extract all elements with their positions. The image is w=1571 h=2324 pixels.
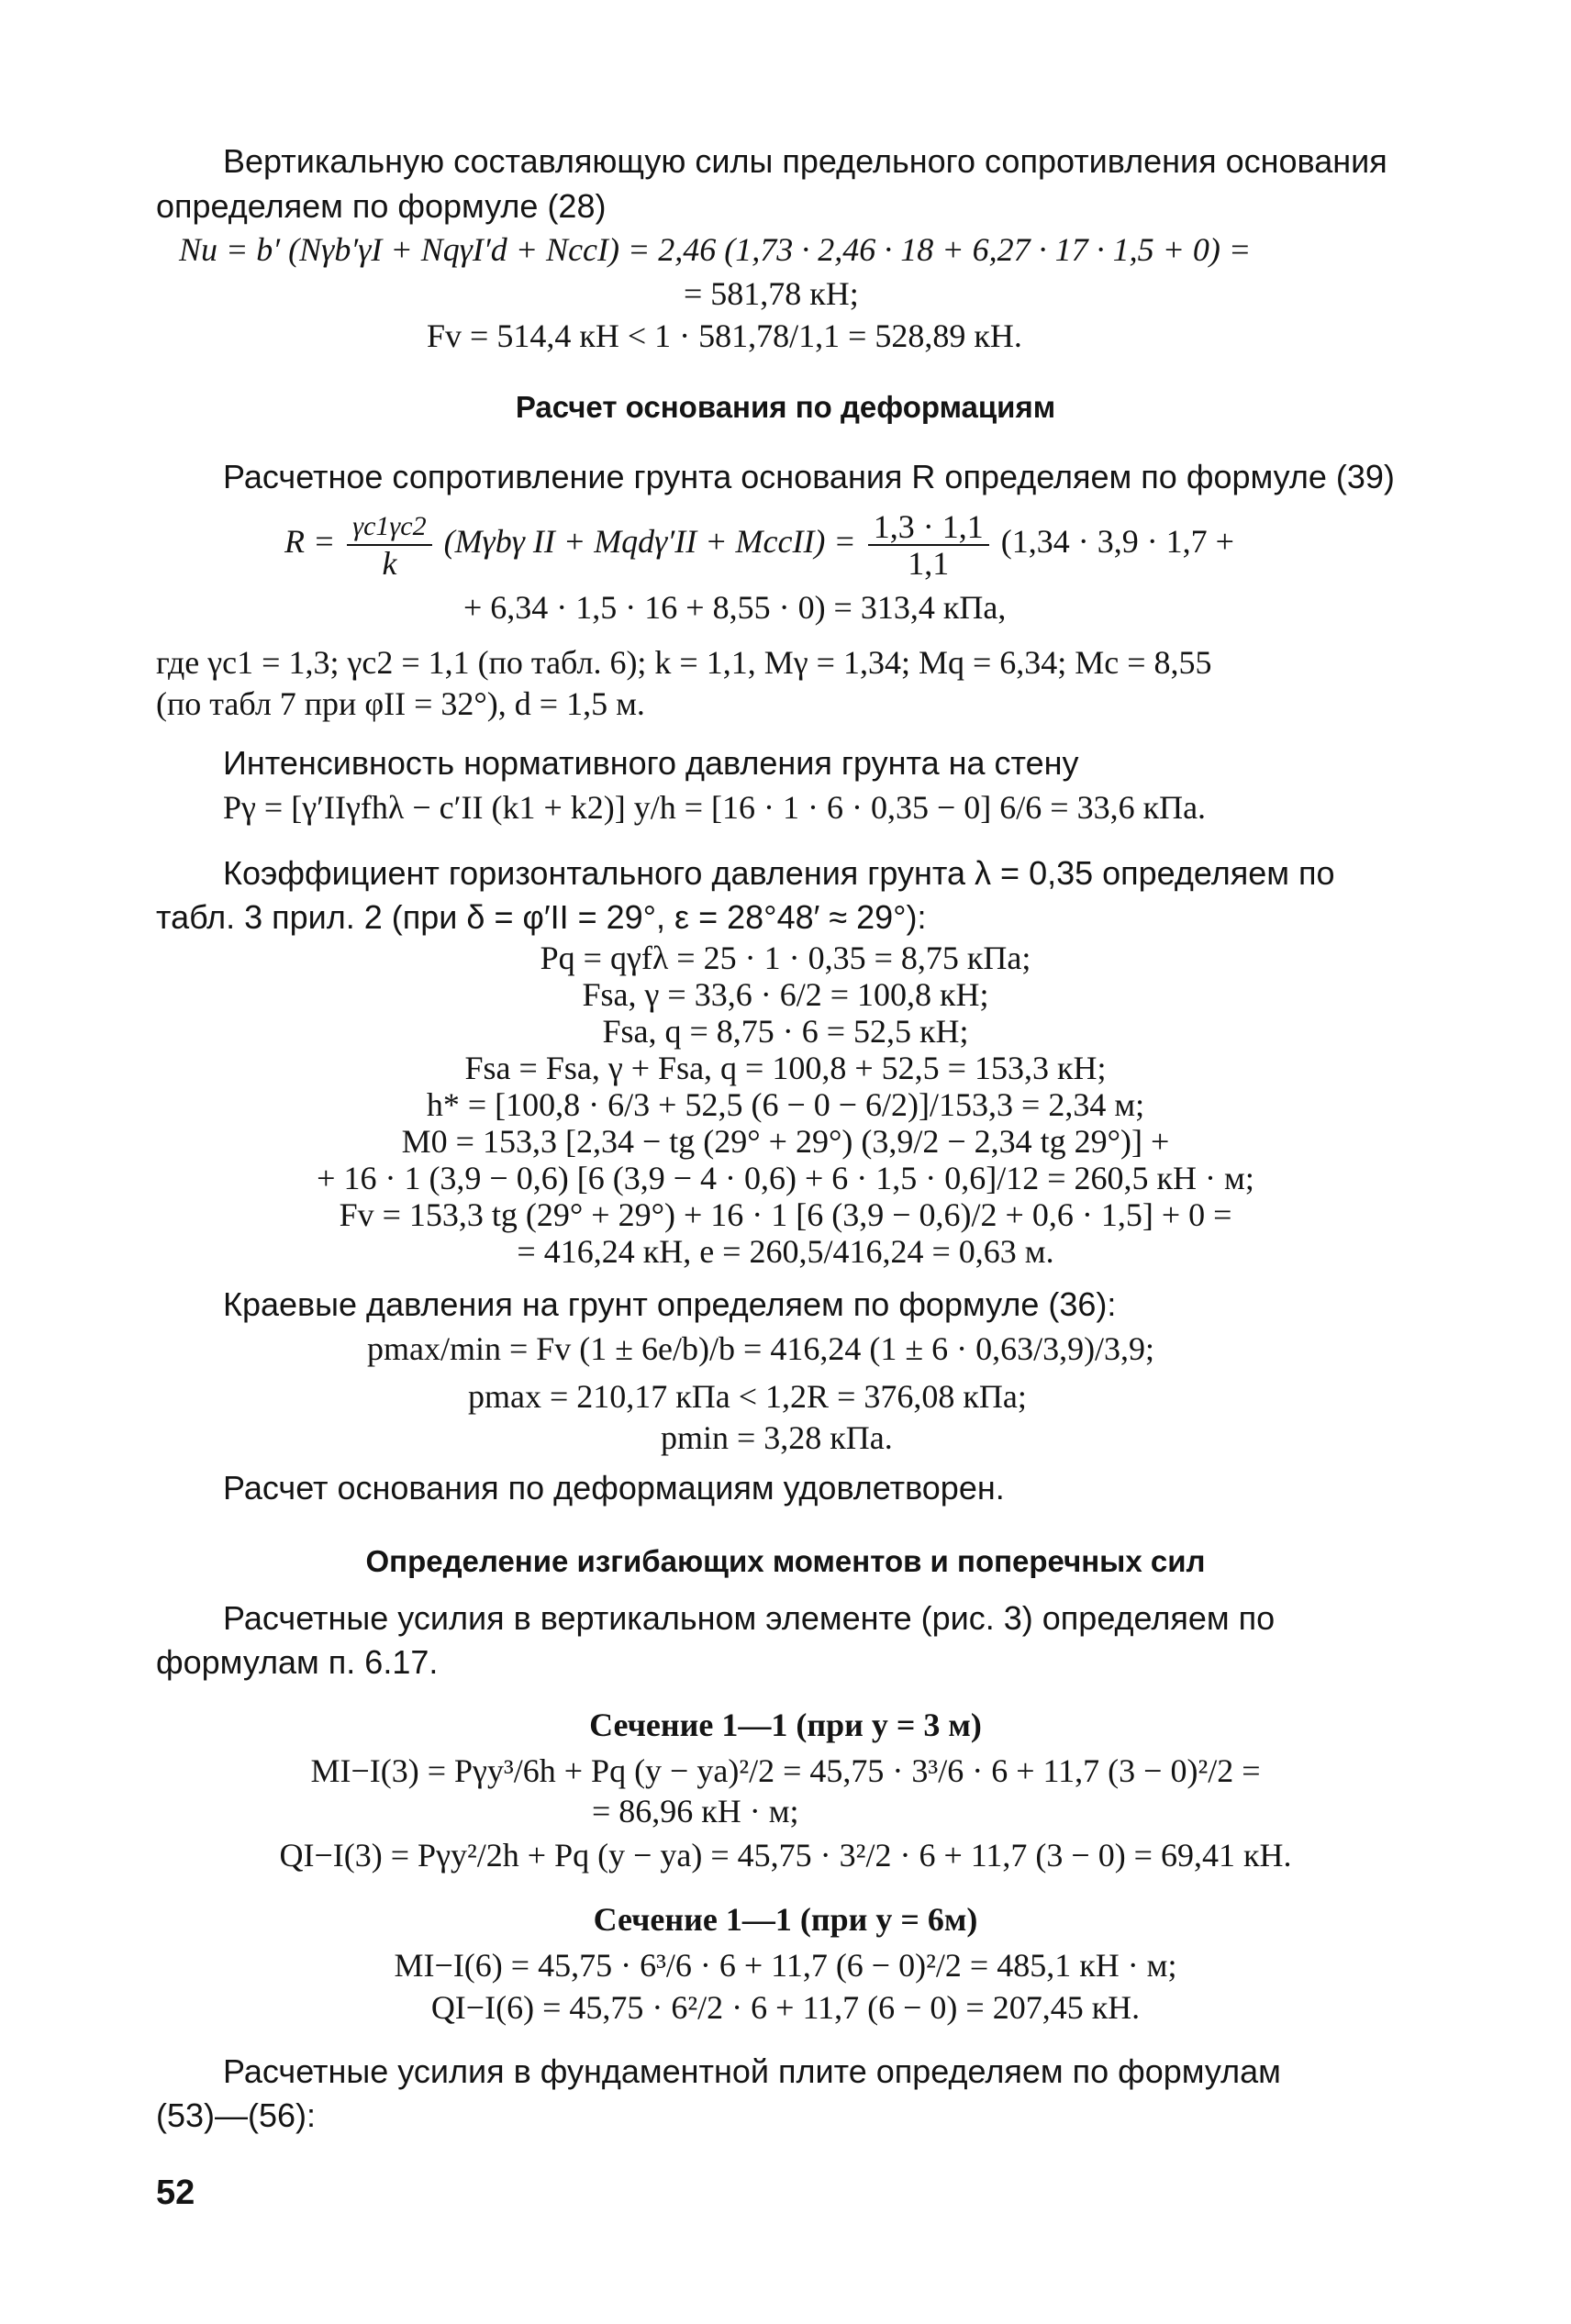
paragraph-forces-line-1: Расчетные усилия в вертикальном элементе (рис. 3) определяем по [223, 1599, 1276, 1637]
paragraph-intensity: Интенсивность нормативного давления грунта на стену [223, 744, 1079, 782]
section-1-title: Сечение 1—1 (при y = 3 м) [589, 1707, 982, 1743]
equation-fv-check: Fv = 514,4 кН < 1 · 581,78/1,1 = 528,89 кН. [427, 317, 1022, 354]
paragraph-slab-line-2: (53)—(56): [156, 2096, 317, 2134]
equation-pmin: pmin = 3,28 кПа. [661, 1419, 893, 1456]
section-2-title: Сечение 1—1 (при y = 6м) [593, 1901, 978, 1938]
heading-deformations: Расчет основания по деформациям [515, 390, 1056, 424]
paragraph-coefficient-line-1: Коэффициент горизонтального давления грунта λ = 0,35 определяем по [223, 854, 1335, 892]
fraction-gamma-denominator: k [382, 544, 397, 582]
equation-r [284, 505, 1234, 587]
equation-h-star: h* = [100,8 · 6/3 + 52,5 (6 − 0 − 6/2)]/153,3 = 2,34 м; [426, 1086, 1145, 1123]
fraction-coefficients-numerator: 1,3 · 1,1 [868, 509, 989, 546]
where-line-1: где γc1 = 1,3; γc2 = 1,1 (по табл. 6); k = 1,1, Mγ = 1,34; Mq = 6,34; Mc = 8,55 [156, 644, 1212, 681]
equation-fsa-gamma: Fsa, γ = 33,6 · 6/2 = 100,8 кН; [582, 976, 989, 1013]
equation-shear-3: QI−I(3) = Pγy²/2h + Pq (y − ya) = 45,75 · 3²/2 · 6 + 11,7 (3 − 0) = 69,41 кН. [279, 1837, 1292, 1874]
equation-r-lhs: R = [284, 523, 336, 560]
heading-moments: Определение изгибающих моментов и поперечных сил [365, 1544, 1206, 1578]
equation-pgamma: Pγ = [γ′IIγfhλ − c′II (k1 + k2)] y/h = [16 · 1 · 6 · 0,35 − 0] 6/6 = 33,6 кПа. [223, 789, 1207, 826]
paragraph-coefficient-line-2: табл. 3 прил. 2 (при δ = φ′II = 29°, ε = 28°48′ ≈ 29°): [156, 898, 927, 936]
equation-m0-continued: + 16 · 1 (3,9 − 0,6) [6 (3,9 − 4 · 0,6) + 6 · 1,5 · 0,6]/12 = 260,5 кН · м; [317, 1160, 1254, 1196]
equation-shear-6: QI−I(6) = 45,75 · 6²/2 · 6 + 11,7 (6 − 0) = 207,45 кН. [430, 1989, 1141, 2026]
equation-pmax-min: pmax/min = Fv (1 ± 6e/b)/b = 416,24 (1 ± 6 · 0,63/3,9)/3,9; [367, 1330, 1155, 1367]
equation-r-mid: (Mγbγ II + Mqdγ′II + McсII) = [443, 523, 856, 560]
paragraph-edge-pressures: Краевые давления на грунт определяем по формуле (36): [223, 1285, 1117, 1323]
equation-r-tail: (1,34 · 3,9 · 1,7 + [1000, 523, 1234, 560]
page-number: 52 [156, 2174, 195, 2212]
equation-r-line-2: + 6,34 · 1,5 · 16 + 8,55 · 0) = 313,4 кПа, [463, 589, 1007, 626]
equation-nu: Nu = b′ (Nγb′γI + NqγI′d + NcсI) = 2,46 (1,73 · 2,46 · 18 + 6,27 · 17 · 1,5 + 0) = [179, 231, 1252, 268]
paragraph-vertical-line-1: Вертикальную составляющую силы предельного сопротивления основания [223, 142, 1387, 180]
equation-moment-6: MI−I(6) = 45,75 · 6³/6 · 6 + 11,7 (6 − 0)²/2 = 485,1 кН · м; [394, 1947, 1177, 1984]
equation-pq: Pq = qγfλ = 25 · 1 · 0,35 = 8,75 кПа; [540, 940, 1031, 976]
fraction-coefficients [868, 509, 989, 581]
fraction-gamma-over-k [347, 509, 431, 581]
paragraph-vertical-line-2: определяем по формуле (28) [156, 187, 607, 225]
equation-fsa: Fsa = Fsa, γ + Fsa, q = 100,8 + 52,5 = 153,3 кН; [464, 1050, 1107, 1086]
equation-pmax: pmax = 210,17 кПа < 1,2R = 376,08 кПа; [468, 1378, 1027, 1415]
where-line-2: (по табл 7 при φII = 32°), d = 1,5 м. [156, 685, 645, 722]
fraction-gamma-numerator: γc1γc2 [347, 509, 431, 546]
equation-moment-3-result: = 86,96 кН · м; [592, 1793, 799, 1829]
paragraph-slab-line-1: Расчетные усилия в фундаментной плите определяем по формулам [223, 2052, 1281, 2090]
equation-m0: M0 = 153,3 [2,34 − tg (29° + 29°) (3,9/2 − 2,34 tg 29°)] + [401, 1123, 1170, 1160]
equation-fv: Fv = 153,3 tg (29° + 29°) + 16 · 1 [6 (3,9 − 0,6)/2 + 0,6 · 1,5] + 0 = [339, 1196, 1232, 1233]
paragraph-satisfied: Расчет основания по деформациям удовлетворен. [223, 1469, 1005, 1507]
equation-fv-result: = 416,24 кН, e = 260,5/416,24 = 0,63 м. [517, 1233, 1054, 1270]
equation-nu-result: = 581,78 кН; [684, 275, 859, 312]
equation-fsa-q: Fsa, q = 8,75 · 6 = 52,5 кН; [602, 1013, 969, 1050]
fraction-coefficients-denominator: 1,1 [908, 544, 950, 582]
paragraph-r: Расчетное сопротивление грунта основания R определяем по формуле (39) [223, 458, 1395, 495]
paragraph-forces-line-2: формулам п. 6.17. [156, 1643, 439, 1681]
equation-moment-3: MI−I(3) = Pγy³/6h + Pq (y − ya)²/2 = 45,75 · 3³/6 · 6 + 11,7 (3 − 0)²/2 = [310, 1752, 1261, 1789]
